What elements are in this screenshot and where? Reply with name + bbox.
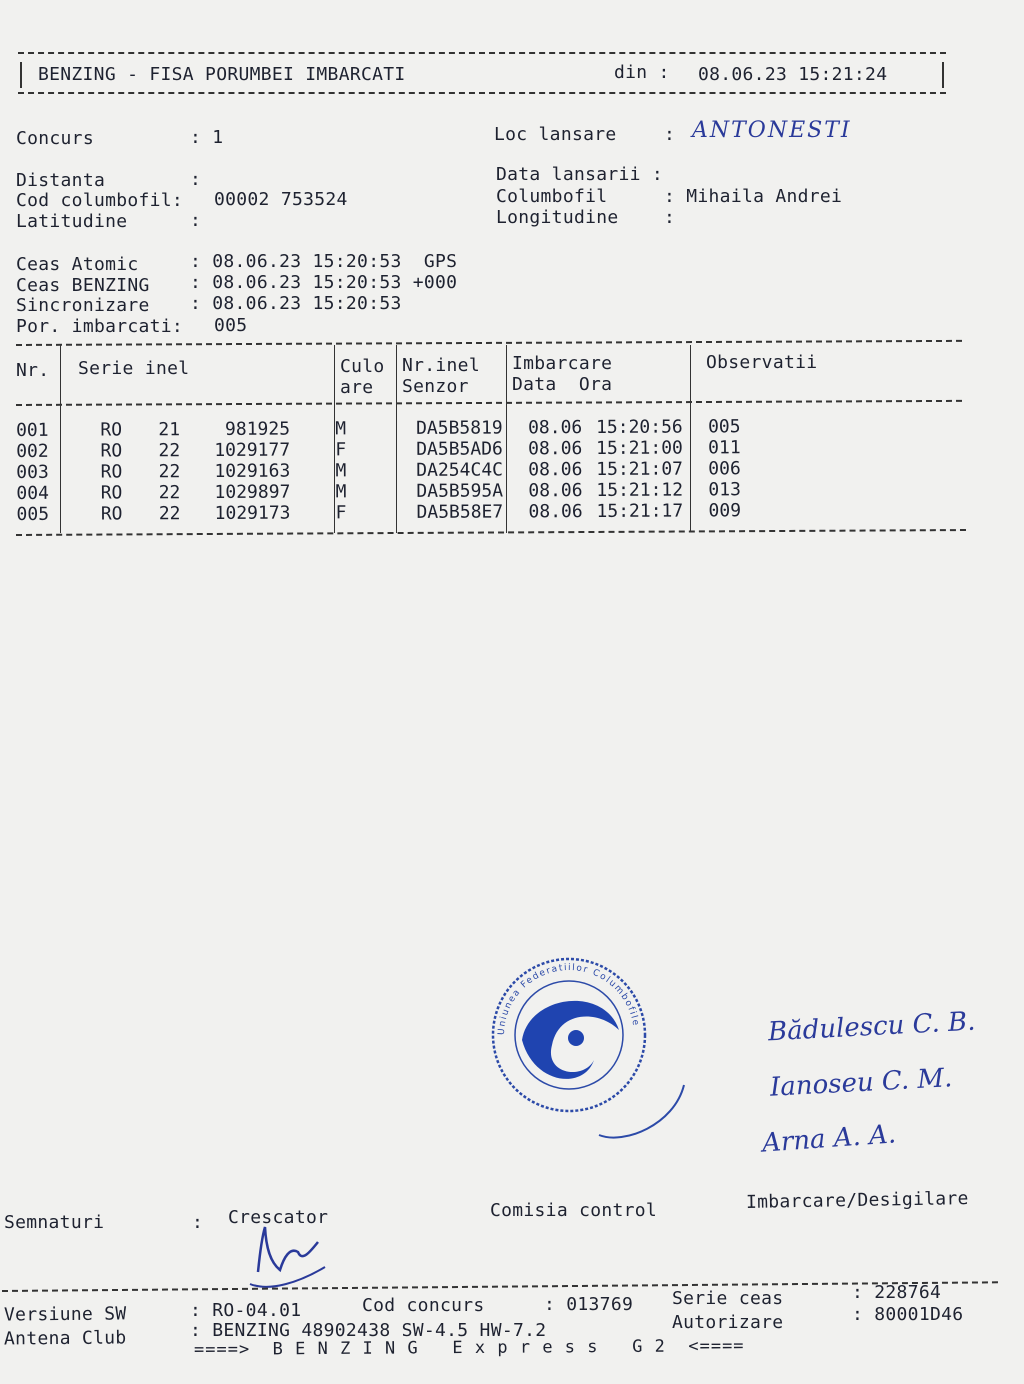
- sincronizare-label: Sincronizare: [16, 295, 150, 316]
- cell-year: 22: [158, 503, 181, 525]
- col-header-nr: Nr.: [16, 360, 50, 381]
- cell-year: 22: [158, 461, 181, 483]
- cell-date: 08.06: [528, 459, 583, 481]
- ceas-atomic-label: Ceas Atomic: [16, 254, 139, 275]
- col-header-observatii: Observatii: [706, 352, 818, 373]
- col-header-culoare-1: Culo: [340, 356, 385, 377]
- antena-club-label: Antena Club: [3, 1327, 127, 1350]
- benzing-banner: ====> B E N Z I N G E x p r e s s G 2 <====: [193, 1336, 745, 1360]
- concurs-label: Concurs: [16, 128, 94, 149]
- imbarcare-desigilare-label: Imbarcare/Desigilare: [745, 1188, 969, 1213]
- signature-arna: Arna A. A.: [761, 1119, 897, 1159]
- cell-country: RO: [100, 461, 123, 483]
- crescator-label: Crescator: [228, 1207, 329, 1228]
- sincronizare-value: : 08.06.23 15:20:53: [190, 293, 402, 314]
- cell-time: 15:21:00: [596, 437, 683, 459]
- cell-year: 22: [158, 440, 181, 462]
- crescator-signature: [240, 1222, 340, 1292]
- cell-culoare: [346, 481, 412, 502]
- cell-obs: 006: [708, 458, 741, 480]
- cell-culoare: [346, 502, 412, 523]
- cod-concurs-label: Cod concurs: [362, 1295, 485, 1316]
- col-header-nr-inel-1: Nr.inel: [402, 355, 480, 376]
- versiune-sw-label: Versiune SW: [3, 1303, 127, 1326]
- columbofil-label: Columbofil: [496, 186, 608, 207]
- ceas-atomic-value: : 08.06.23 15:20:53 GPS: [190, 251, 458, 272]
- por-imbarcati-value: 005: [214, 315, 248, 336]
- distanta-value: :: [190, 169, 202, 190]
- cell-year: 22: [158, 482, 181, 504]
- data-lansarii-label: Data lansarii :: [496, 164, 664, 185]
- semnaturi-colon: :: [192, 1212, 204, 1233]
- cell-sex: M: [335, 418, 347, 440]
- latitudine-value: :: [190, 210, 202, 231]
- col-header-imbarcare-1: Imbarcare: [512, 353, 613, 374]
- cell-culoare: [346, 439, 412, 460]
- cod-columbofil-label: Cod columbofil:: [16, 190, 184, 211]
- cell-ring: 1029173: [214, 502, 291, 524]
- cell-sensor: DA5B58E7: [416, 501, 504, 523]
- cell-nr: 001: [16, 419, 49, 441]
- cell-sex: M: [335, 481, 347, 503]
- cell-sensor: DA254C4C: [416, 459, 504, 481]
- longitudine-value: :: [664, 207, 676, 228]
- cell-culoare: [346, 418, 412, 439]
- cell-country: RO: [100, 419, 123, 441]
- loc-lansare-label: Loc lansare: [494, 124, 617, 145]
- ceas-benzing-value: : 08.06.23 15:20:53 +000: [190, 272, 458, 293]
- cell-country: RO: [100, 440, 123, 462]
- columbofil-value: : Mihaila Andrei: [664, 186, 843, 207]
- concurs-value: : 1: [190, 127, 224, 148]
- print-datetime: 08.06.23 15:21:24: [698, 64, 888, 85]
- cell-date: 08.06: [528, 480, 583, 502]
- cell-country: RO: [100, 482, 123, 504]
- stamp-ring-text: Uniunea Federatiilor Columbofile: [496, 962, 641, 1036]
- cell-sensor: DA5B595A: [416, 480, 504, 502]
- distanta-label: Distanta: [16, 170, 106, 191]
- cell-sex: M: [335, 460, 347, 482]
- cell-obs: 009: [708, 500, 742, 522]
- cell-nr: 004: [16, 482, 49, 504]
- cell-sensor: DA5B5AD6: [416, 438, 503, 460]
- serie-ceas-label: Serie ceas: [672, 1288, 784, 1309]
- pigeon-rows: [16, 416, 769, 525]
- col-header-serie-inel: Serie inel: [78, 358, 190, 379]
- autorizare-label: Autorizare: [672, 1312, 784, 1333]
- cell-sensor: DA5B5819: [415, 417, 503, 439]
- por-imbarcati-label: Por. imbarcati:: [16, 316, 184, 337]
- cell-ring: 1029163: [214, 460, 291, 482]
- cell-culoare: [346, 460, 412, 481]
- autorizare-value: : 80001D46: [852, 1304, 964, 1325]
- din-label: din :: [614, 62, 670, 83]
- federation-stamp: [474, 950, 714, 1150]
- cod-concurs-value: : 013769: [544, 1294, 634, 1315]
- cell-time: 15:21:17: [596, 500, 684, 522]
- cod-columbofil-value: 00002 753524: [214, 189, 348, 210]
- signature-badulescu: Bădulescu C. B.: [767, 1006, 977, 1048]
- loc-lansare-handwritten: ANTONESTI: [692, 118, 852, 143]
- cell-obs: 011: [708, 437, 741, 459]
- cell-obs: 005: [707, 416, 741, 438]
- cell-ring: 1029897: [214, 481, 291, 503]
- latitudine-label: Latitudine: [16, 211, 128, 232]
- versiune-sw-value: : RO-04.01: [190, 1300, 302, 1321]
- cell-country: RO: [100, 503, 123, 525]
- comisia-control-label: Comisia control: [490, 1200, 658, 1221]
- cell-time: 15:20:56: [595, 416, 683, 438]
- antena-club-value: : BENZING 48902438 SW-4.5 HW-7.2: [190, 1320, 547, 1341]
- cell-time: 15:21:07: [596, 458, 684, 480]
- table-row: [16, 500, 768, 525]
- cell-nr: 003: [16, 461, 49, 483]
- document-title: BENZING - FISA PORUMBEI IMBARCATI: [38, 64, 406, 85]
- col-header-culoare-2: are: [340, 377, 374, 398]
- cell-nr: 002: [16, 440, 49, 462]
- cell-obs: 013: [708, 479, 741, 501]
- cell-nr: 005: [16, 503, 50, 525]
- loc-lansare-colon: :: [664, 124, 676, 145]
- semnaturi-label: Semnaturi: [4, 1212, 105, 1233]
- cell-date: 08.06: [528, 438, 583, 460]
- col-header-imbarcare-2: Data Ora: [512, 374, 613, 395]
- cell-sex: F: [335, 439, 347, 461]
- cell-sex: F: [335, 502, 347, 524]
- cell-ring: 981925: [224, 418, 291, 440]
- cell-year: 21: [158, 419, 181, 441]
- cell-ring: 1029177: [214, 439, 291, 461]
- cell-time: 15:21:12: [596, 479, 684, 501]
- longitudine-label: Longitudine: [496, 207, 619, 228]
- col-header-nr-inel-2: Senzor: [402, 376, 469, 397]
- serie-ceas-value: : 228764: [852, 1282, 942, 1303]
- cell-date: 08.06: [527, 417, 583, 439]
- ceas-benzing-label: Ceas BENZING: [16, 275, 150, 296]
- cell-date: 08.06: [528, 501, 583, 523]
- signature-ianoseu: Ianoseu C. M.: [769, 1063, 953, 1103]
